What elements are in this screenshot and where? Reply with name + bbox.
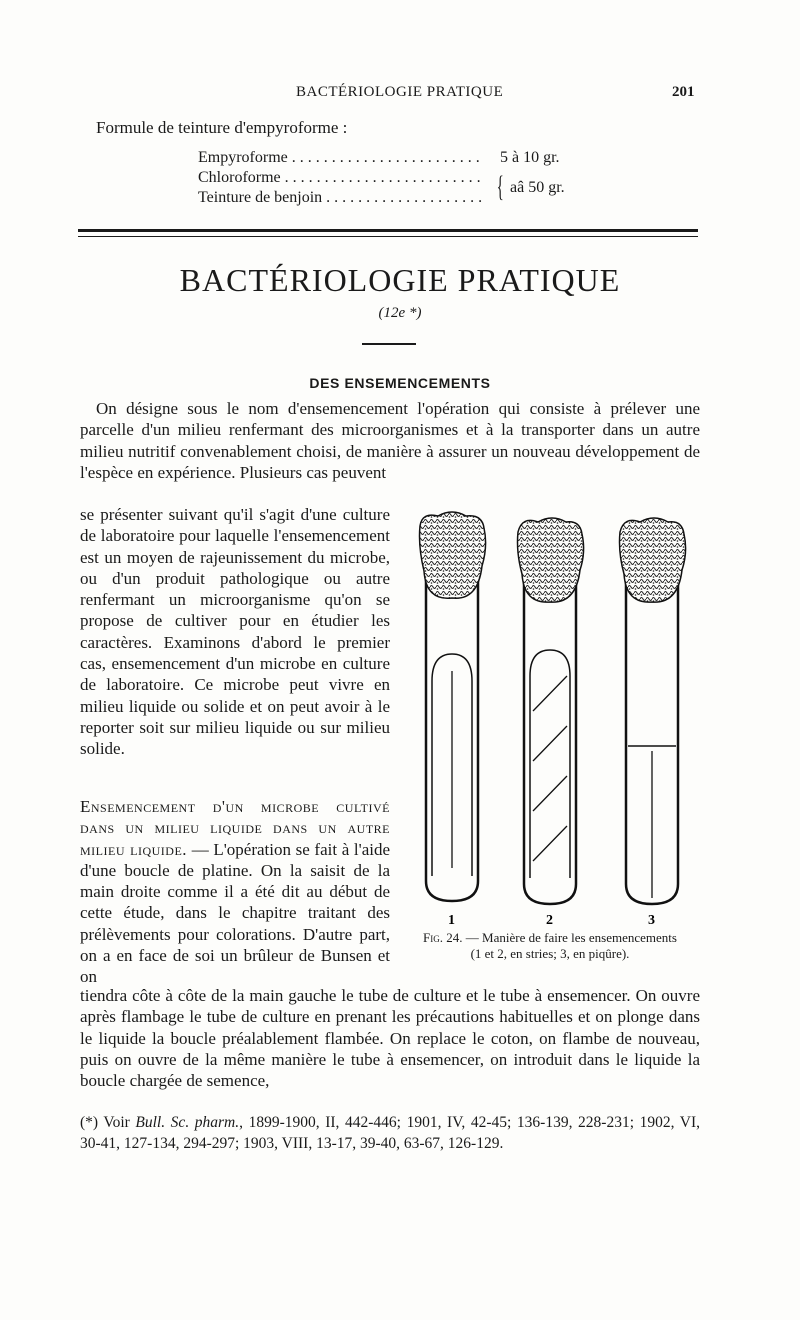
culture-tubes-figure (412, 506, 704, 966)
formula-ingredient: Empyroforme . . . (198, 148, 483, 168)
tube-label-2: 2 (546, 913, 553, 928)
figure-caption-line-1 (400, 930, 700, 946)
figure-label: Fig. 24. (423, 930, 463, 945)
footnote-journal: Bull. Sc. pharm. (135, 1114, 240, 1131)
culture-tube-1 (420, 512, 486, 901)
tube-2-glass (524, 580, 576, 904)
tube-2-streak-lines (533, 676, 567, 861)
title-rule (362, 343, 416, 345)
paragraph-intro: On désigne sous le nom d'ensemencement l'opération qui consiste à prélever une parcelle d'un milieu renfermant des microorganismes et à la transporter dans un autre milieu nutritif convenablement choisi, de manière à assurer un nouveau développement de l'espèce en expérience. Plusieurs cas peuvent (80, 399, 700, 482)
series-number: (12e *) (378, 305, 422, 321)
culture-tube-2 (518, 518, 584, 904)
figure-caption-text: — Manière de faire les ensemencements (462, 930, 677, 945)
section-divider-thin (78, 236, 698, 237)
running-title: BACTÉRIOLOGIE PRATIQUE (296, 84, 504, 100)
footnote-marker: (*) (80, 1114, 99, 1131)
tube-3-cotton-plug (620, 518, 686, 602)
paragraph-intro-continued: se présenter suivant qu'il s'agit d'une culture de laboratoire pour laquelle l'ensemencement est un moyen de rajeunissement du microbe, ou d'un produit pathologique ou autre renfermant un microorganisme qu'on se propose de cultiver pour en étudier les caractères. Examinons d'abord le premier cas, ensemencement d'un microbe en culture de laboratoire. Ce microbe peut vivre en milieu liquide ou solide et on peut avoir à le reporter soit sur milieu liquide ou sur milieu solide. (80, 505, 390, 759)
tube-label-1: 1 (448, 913, 455, 928)
article-title: BACTÉRIOLOGIE PRATIQUE (179, 262, 621, 298)
subsection-heading: Ensemencement d'un microbe cultivé dans un milieu liquide dans un autre milieu liquide. (80, 797, 390, 859)
formula-brace: { (496, 170, 504, 203)
section-divider-thick (78, 229, 698, 232)
footnote-references: , 1899-1900, II, 442-446; 1901, IV, 42-45; 136-139, 228-231; 1902, VI, 30-41, 127-134, 294-297; 1903, VIII, 13-17, 39-40, 63-67, 126-129. (80, 1114, 701, 1152)
figure-caption (400, 930, 700, 962)
running-head (0, 84, 800, 108)
footnote-text: Voir (98, 1114, 136, 1131)
figure-caption-line-2: (1 et 2, en stries; 3, en piqûre). (470, 946, 630, 961)
section-heading: DES ENSEMENCEMENTS (309, 375, 491, 391)
formula-table (198, 148, 598, 208)
formula-ingredient: Chloroforme . . . (198, 168, 483, 188)
formula-intro: Formule de teinture d'empyroforme : (96, 118, 348, 137)
tube-1-cotton-plug (420, 512, 486, 598)
formula-row (198, 148, 598, 168)
paragraph-continued: tiendra côte à côte de la main gauche le tube de culture et le tube à ensemencer. On ouvre après flambage le tube de culture en prenant les précautions habituelles et on plonge dans le liquide la boucle préalablement flambée. On replace le coton, on flambe de nouveau, puis on ouvre de la même manière le tube à ensemencer, on introduit dans le liquide la boucle chargée de semence, (80, 986, 700, 1091)
footnote (80, 1112, 700, 1154)
formula-quantity: 5 à 10 gr. (500, 149, 560, 166)
tube-2-cotton-plug (518, 518, 584, 602)
page-number: 201 (672, 84, 695, 100)
culture-tube-3 (620, 518, 686, 904)
formula-ingredient: Teinture de benjoin . . . (198, 188, 483, 208)
formula-shared-quantity: aâ 50 gr. (510, 179, 565, 196)
tube-label-3: 3 (648, 913, 655, 928)
paragraph-liquid-to-liquid (80, 796, 390, 988)
paragraph-text: — L'opération se fait à l'aide d'une boucle de platine. On la saisit de la main droite comme il a été dit au début de cette étude, dans le chapitre traitant des prélèvements pour colorations. D'autre part, on a en face de soi un brûleur de Bunsen et on (80, 839, 391, 987)
